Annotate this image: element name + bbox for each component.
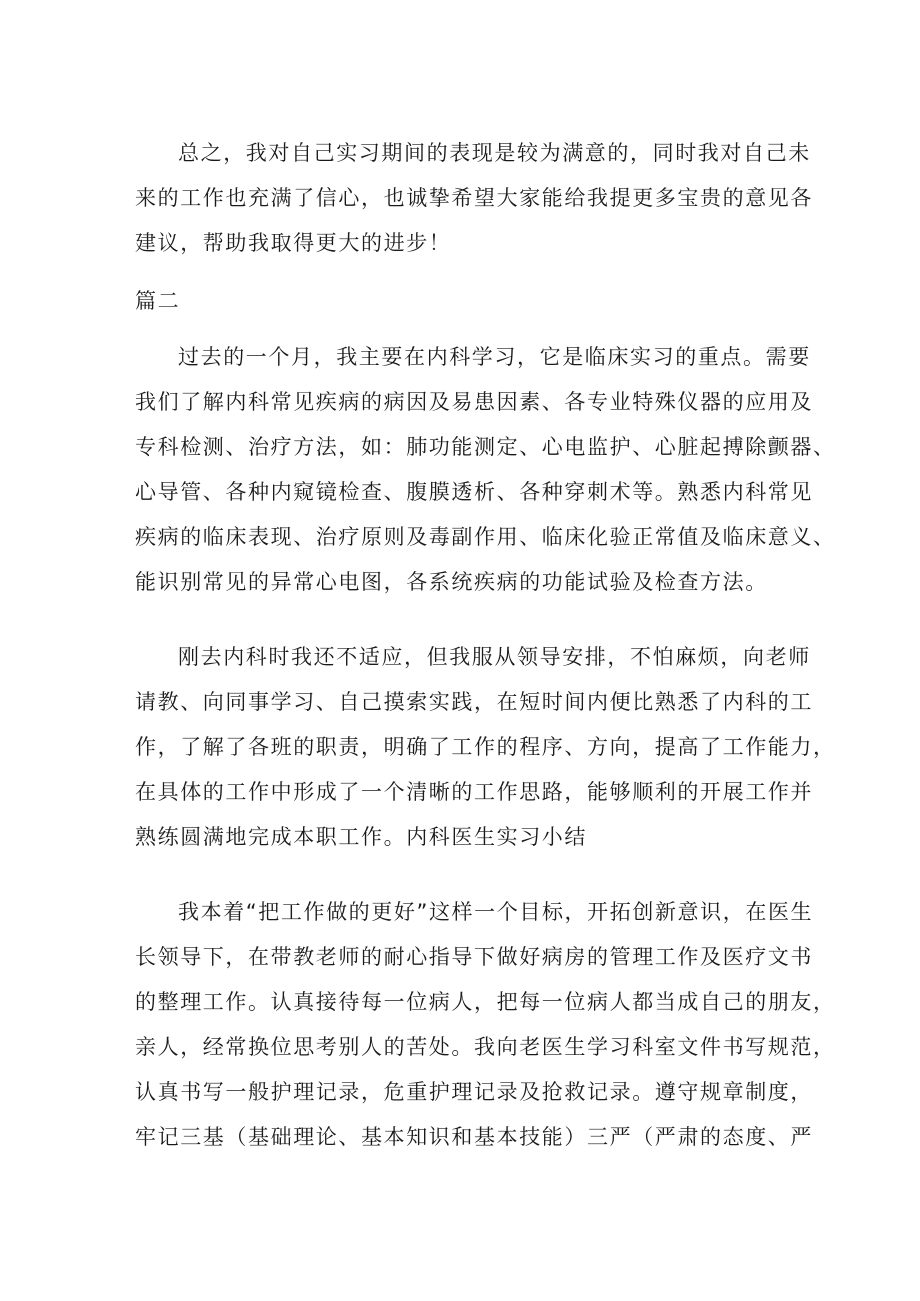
paragraph-line: 请教、向同事学习、自己摸索实践，在短时间内便比熟悉了内科的工	[135, 690, 813, 714]
paragraph-line: 过去的一个月，我主要在内科学习，它是临床实习的重点。需要	[178, 345, 811, 369]
paragraph-line: 来的工作也充满了信心，也诚挚希望大家能给我提更多宝贵的意见各	[135, 186, 813, 210]
paragraph-line: 在具体的工作中形成了一个清晰的工作思路，能够顺利的开展工作并	[135, 780, 813, 804]
paragraph-line: 的整理工作。认真接待每一位病人，把每一位病人都当成自己的朋友，	[135, 990, 836, 1014]
paragraph-line: 能识别常见的异常心电图，各系统疾病的功能试验及检查方法。	[135, 570, 768, 594]
paragraph-line: 心导管、各种内窥镜检查、腹膜透析、各种穿刺术等。熟悉内科常见	[135, 480, 813, 504]
paragraph-line: 总之，我对自己实习期间的表现是较为满意的，同时我对自己未	[178, 141, 811, 165]
paragraph-line: 疾病的临床表现、治疗原则及毒副作用、临床化验正常值及临床意义、	[135, 525, 836, 549]
paragraph-line: 亲人，经常换位思考别人的苦处。我向老医生学习科室文件书写规范，	[135, 1035, 836, 1059]
paragraph-line: 刚去内科时我还不适应，但我服从领导安排，不怕麻烦，向老师	[178, 645, 811, 669]
paragraph-line: 认真书写一般护理记录，危重护理记录及抢救记录。遵守规章制度，	[135, 1080, 813, 1104]
paragraph-line: 专科检测、治疗方法，如：肺功能测定、心电监护、心脏起搏除颤器、	[135, 435, 836, 459]
paragraph-line: 建议，帮助我取得更大的进步！	[135, 231, 452, 255]
paragraph-line: 长领导下，在带教老师的耐心指导下做好病房的管理工作及医疗文书	[135, 945, 813, 969]
paragraph-line: 熟练圆满地完成本职工作。内科医生实习小结	[135, 825, 587, 849]
paragraph-line: 作，了解了各班的职责，明确了工作的程序、方向，提高了工作能力，	[135, 735, 836, 759]
paragraph-line: 牢记三基（基础理论、基本知识和基本技能）三严（严肃的态度、严	[135, 1125, 813, 1149]
paragraph-line: 我们了解内科常见疾病的病因及易患因素、各专业特殊仪器的应用及	[135, 390, 813, 414]
paragraph-line: 我本着“把工作做的更好”这样一个目标，开拓创新意识，在医生	[178, 900, 814, 924]
section-heading: 篇二	[135, 289, 181, 313]
